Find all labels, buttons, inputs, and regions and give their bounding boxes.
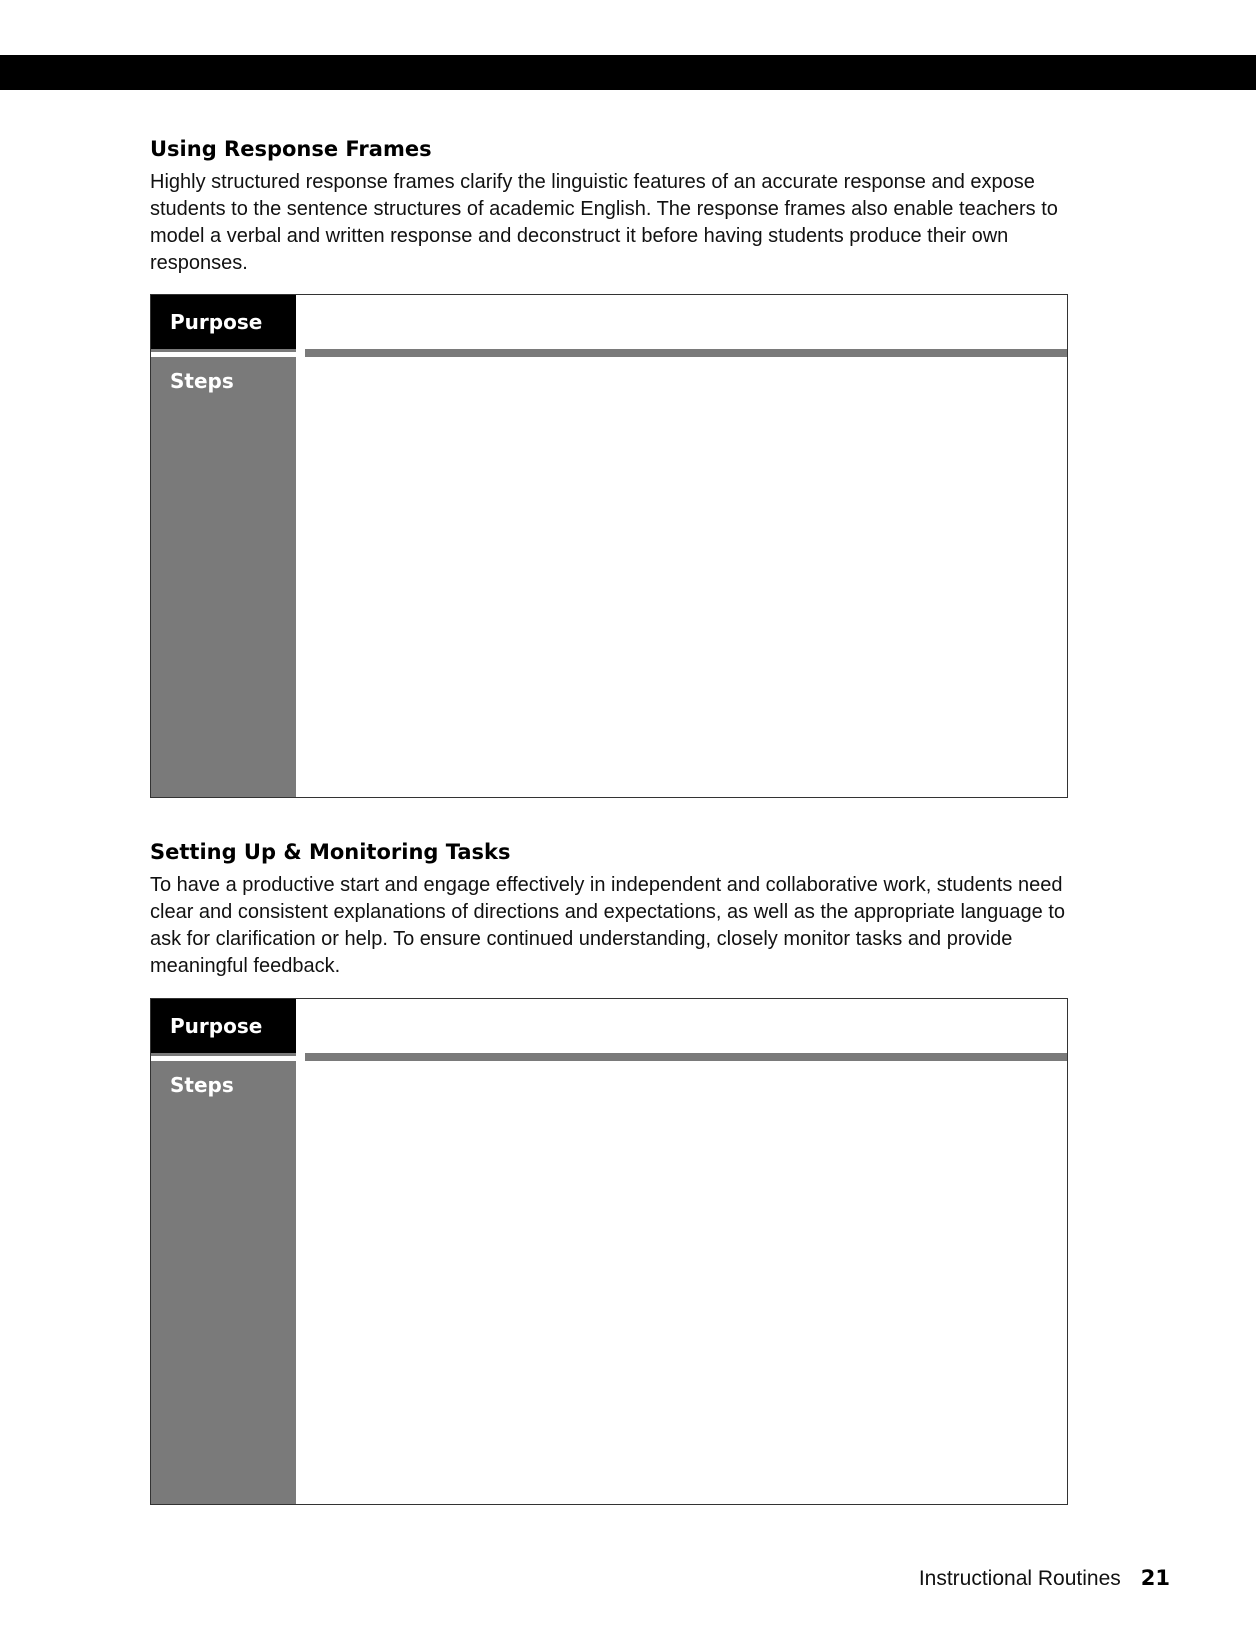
purpose-label: Purpose bbox=[151, 295, 296, 349]
purpose-underline bbox=[151, 349, 296, 352]
section-using-response-frames bbox=[150, 137, 1070, 277]
steps-label: Steps bbox=[151, 1061, 296, 1504]
purpose-label: Purpose bbox=[151, 999, 296, 1053]
header-bar bbox=[0, 55, 1256, 90]
footer-label: Instructional Routines bbox=[918, 1567, 1121, 1590]
purpose-divider bbox=[305, 1053, 1067, 1061]
purpose-underline bbox=[151, 1053, 296, 1056]
section-title: Using Response Frames bbox=[150, 137, 432, 161]
section-setting-up-monitoring-tasks bbox=[150, 840, 1070, 980]
section-body: To have a productive start and engage effectively in independent and collaborative work, students need clear and consistent explanations of directions and expectations, as well as the appropriate language to ask for clarification or help. To ensure continued understanding, closely monitor tasks and provide meaningful feedback. bbox=[150, 874, 1066, 977]
purpose-divider bbox=[305, 349, 1067, 357]
page-number: 21 bbox=[1140, 1566, 1170, 1590]
routine-box-monitoring-tasks bbox=[150, 998, 1068, 1505]
steps-label: Steps bbox=[151, 357, 296, 797]
section-title: Setting Up & Monitoring Tasks bbox=[150, 840, 511, 864]
routine-box-response-frames bbox=[150, 294, 1068, 798]
section-body: Highly structured response frames clarify the linguistic features of an accurate response and expose students to the sentence structures of academic English. The response frames also enable teachers to model a verbal and written response and deconstruct it before having students produce their own responses. bbox=[150, 171, 1058, 274]
page-footer bbox=[919, 1566, 1170, 1591]
